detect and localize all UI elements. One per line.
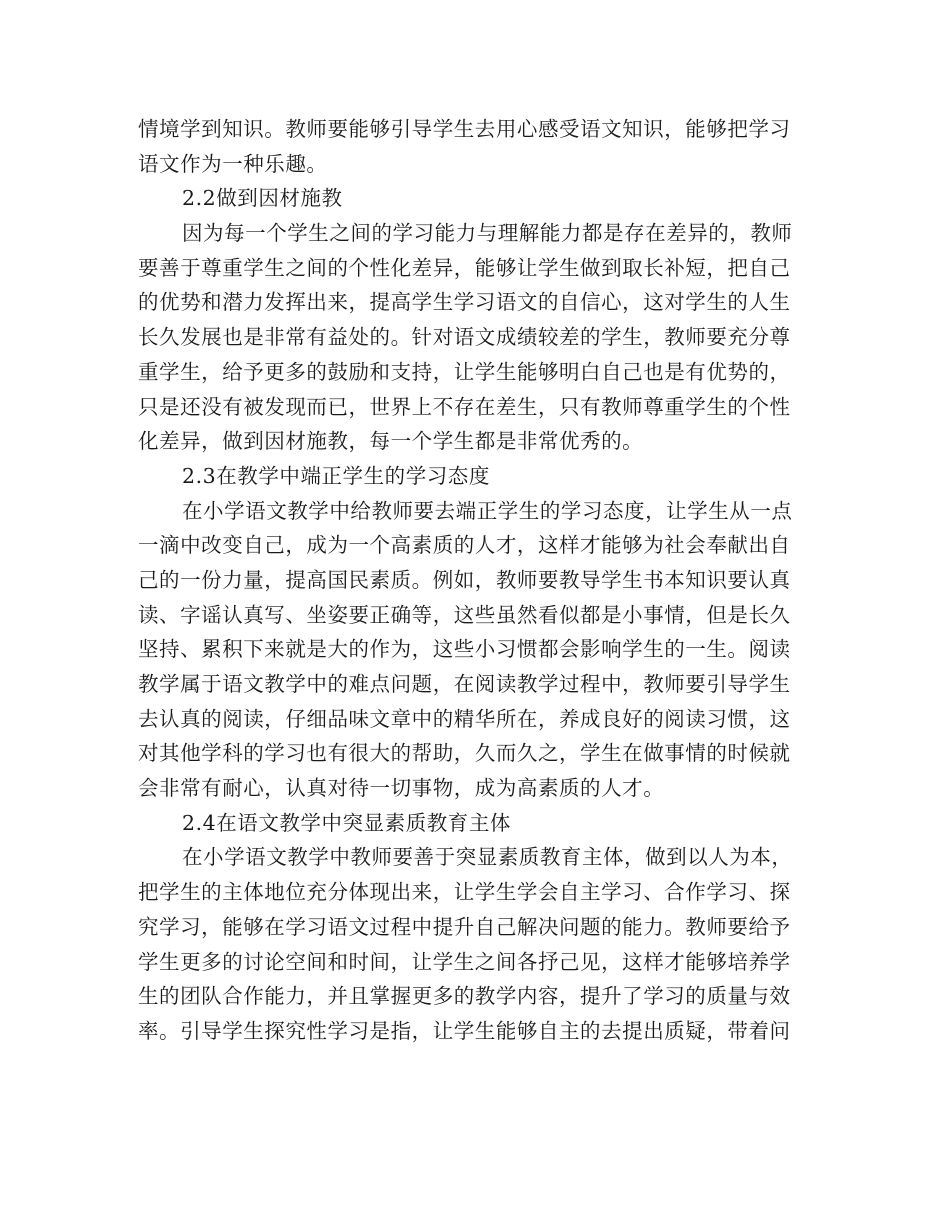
paragraph-line: 对其他学科的学习也有很大的帮助，久而久之，学生在做事情的时候就 [138, 741, 791, 766]
paragraph-line: 读、字谣认真写、坐姿要正确等，这些虽然看似都是小事情，但是长久 [138, 602, 791, 627]
section-heading: 2.3在教学中端正学生的学习态度 [182, 463, 490, 488]
paragraph-line: 己的一份力量，提高国民素质。例如，教师要教导学生书本知识要认真 [138, 567, 791, 592]
paragraph-line: 的优势和潜力发挥出来，提高学生学习语文的自信心，这对学生的人生 [138, 290, 791, 315]
paragraph-line: 究学习，能够在学习语文过程中提升自己解决问题的能力。教师要给予 [138, 914, 791, 939]
paragraph-line: 因为每一个学生之间的学习能力与理解能力都是存在差异的，教师 [182, 221, 793, 246]
paragraph-line: 去认真的阅读，仔细品味文章中的精华所在，养成良好的阅读习惯，这 [138, 706, 791, 731]
paragraph-line: 情境学到知识。教师要能够引导学生去用心感受语文知识，能够把学习 [138, 117, 791, 141]
section-heading: 2.4在语文教学中突显素质教育主体 [182, 810, 511, 835]
paragraph-line: 长久发展也是非常有益处的。针对语文成绩较差的学生，教师要充分尊 [138, 325, 791, 350]
paragraph-line: 语文作为一种乐趣。 [138, 151, 328, 176]
paragraph-line: 会非常有耐心，认真对待一切事物，成为高素质的人才。 [138, 776, 665, 801]
paragraph-line: 一滴中改变自己，成为一个高素质的人才，这样才能够为社会奉献出自 [138, 533, 791, 558]
paragraph-line: 生的团队合作能力，并且掌握更多的教学内容，提升了学习的质量与效 [138, 984, 791, 1009]
paragraph-line: 要善于尊重学生之间的个性化差异，能够让学生做到取长补短，把自己 [138, 255, 791, 280]
paragraph-line: 坚持、累积下来就是大的作为，这些小习惯都会影响学生的一生。阅读 [138, 637, 791, 662]
paragraph-line: 在小学语文教学中教师要善于突显素质教育主体，做到以人为本， [182, 845, 793, 870]
paragraph-line: 把学生的主体地位充分体现出来，让学生学会自主学习、合作学习、探 [138, 880, 791, 905]
document-page [138, 112, 814, 1049]
section-heading: 2.2做到因材施教 [182, 186, 343, 211]
paragraph-line: 只是还没有被发现而已，世界上不存在差生，只有教师尊重学生的个性 [138, 394, 791, 419]
paragraph-line: 率。引导学生探究性学习是指，让学生能够自主的去提出质疑，带着问 [138, 1018, 791, 1043]
paragraph-line: 学生更多的讨论空间和时间，让学生之间各抒己见，这样才能够培养学 [138, 949, 791, 974]
paragraph-line: 教学属于语文教学中的难点问题，在阅读教学过程中，教师要引导学生 [138, 672, 791, 696]
paragraph-line: 化差异，做到因材施教，每一个学生都是非常优秀的。 [138, 429, 644, 454]
paragraph-line: 在小学语文教学中给教师要去端正学生的学习态度，让学生从一点 [182, 498, 793, 523]
paragraph-line: 重学生，给予更多的鼓励和支持，让学生能够明白自己也是有优势的， [138, 359, 791, 384]
